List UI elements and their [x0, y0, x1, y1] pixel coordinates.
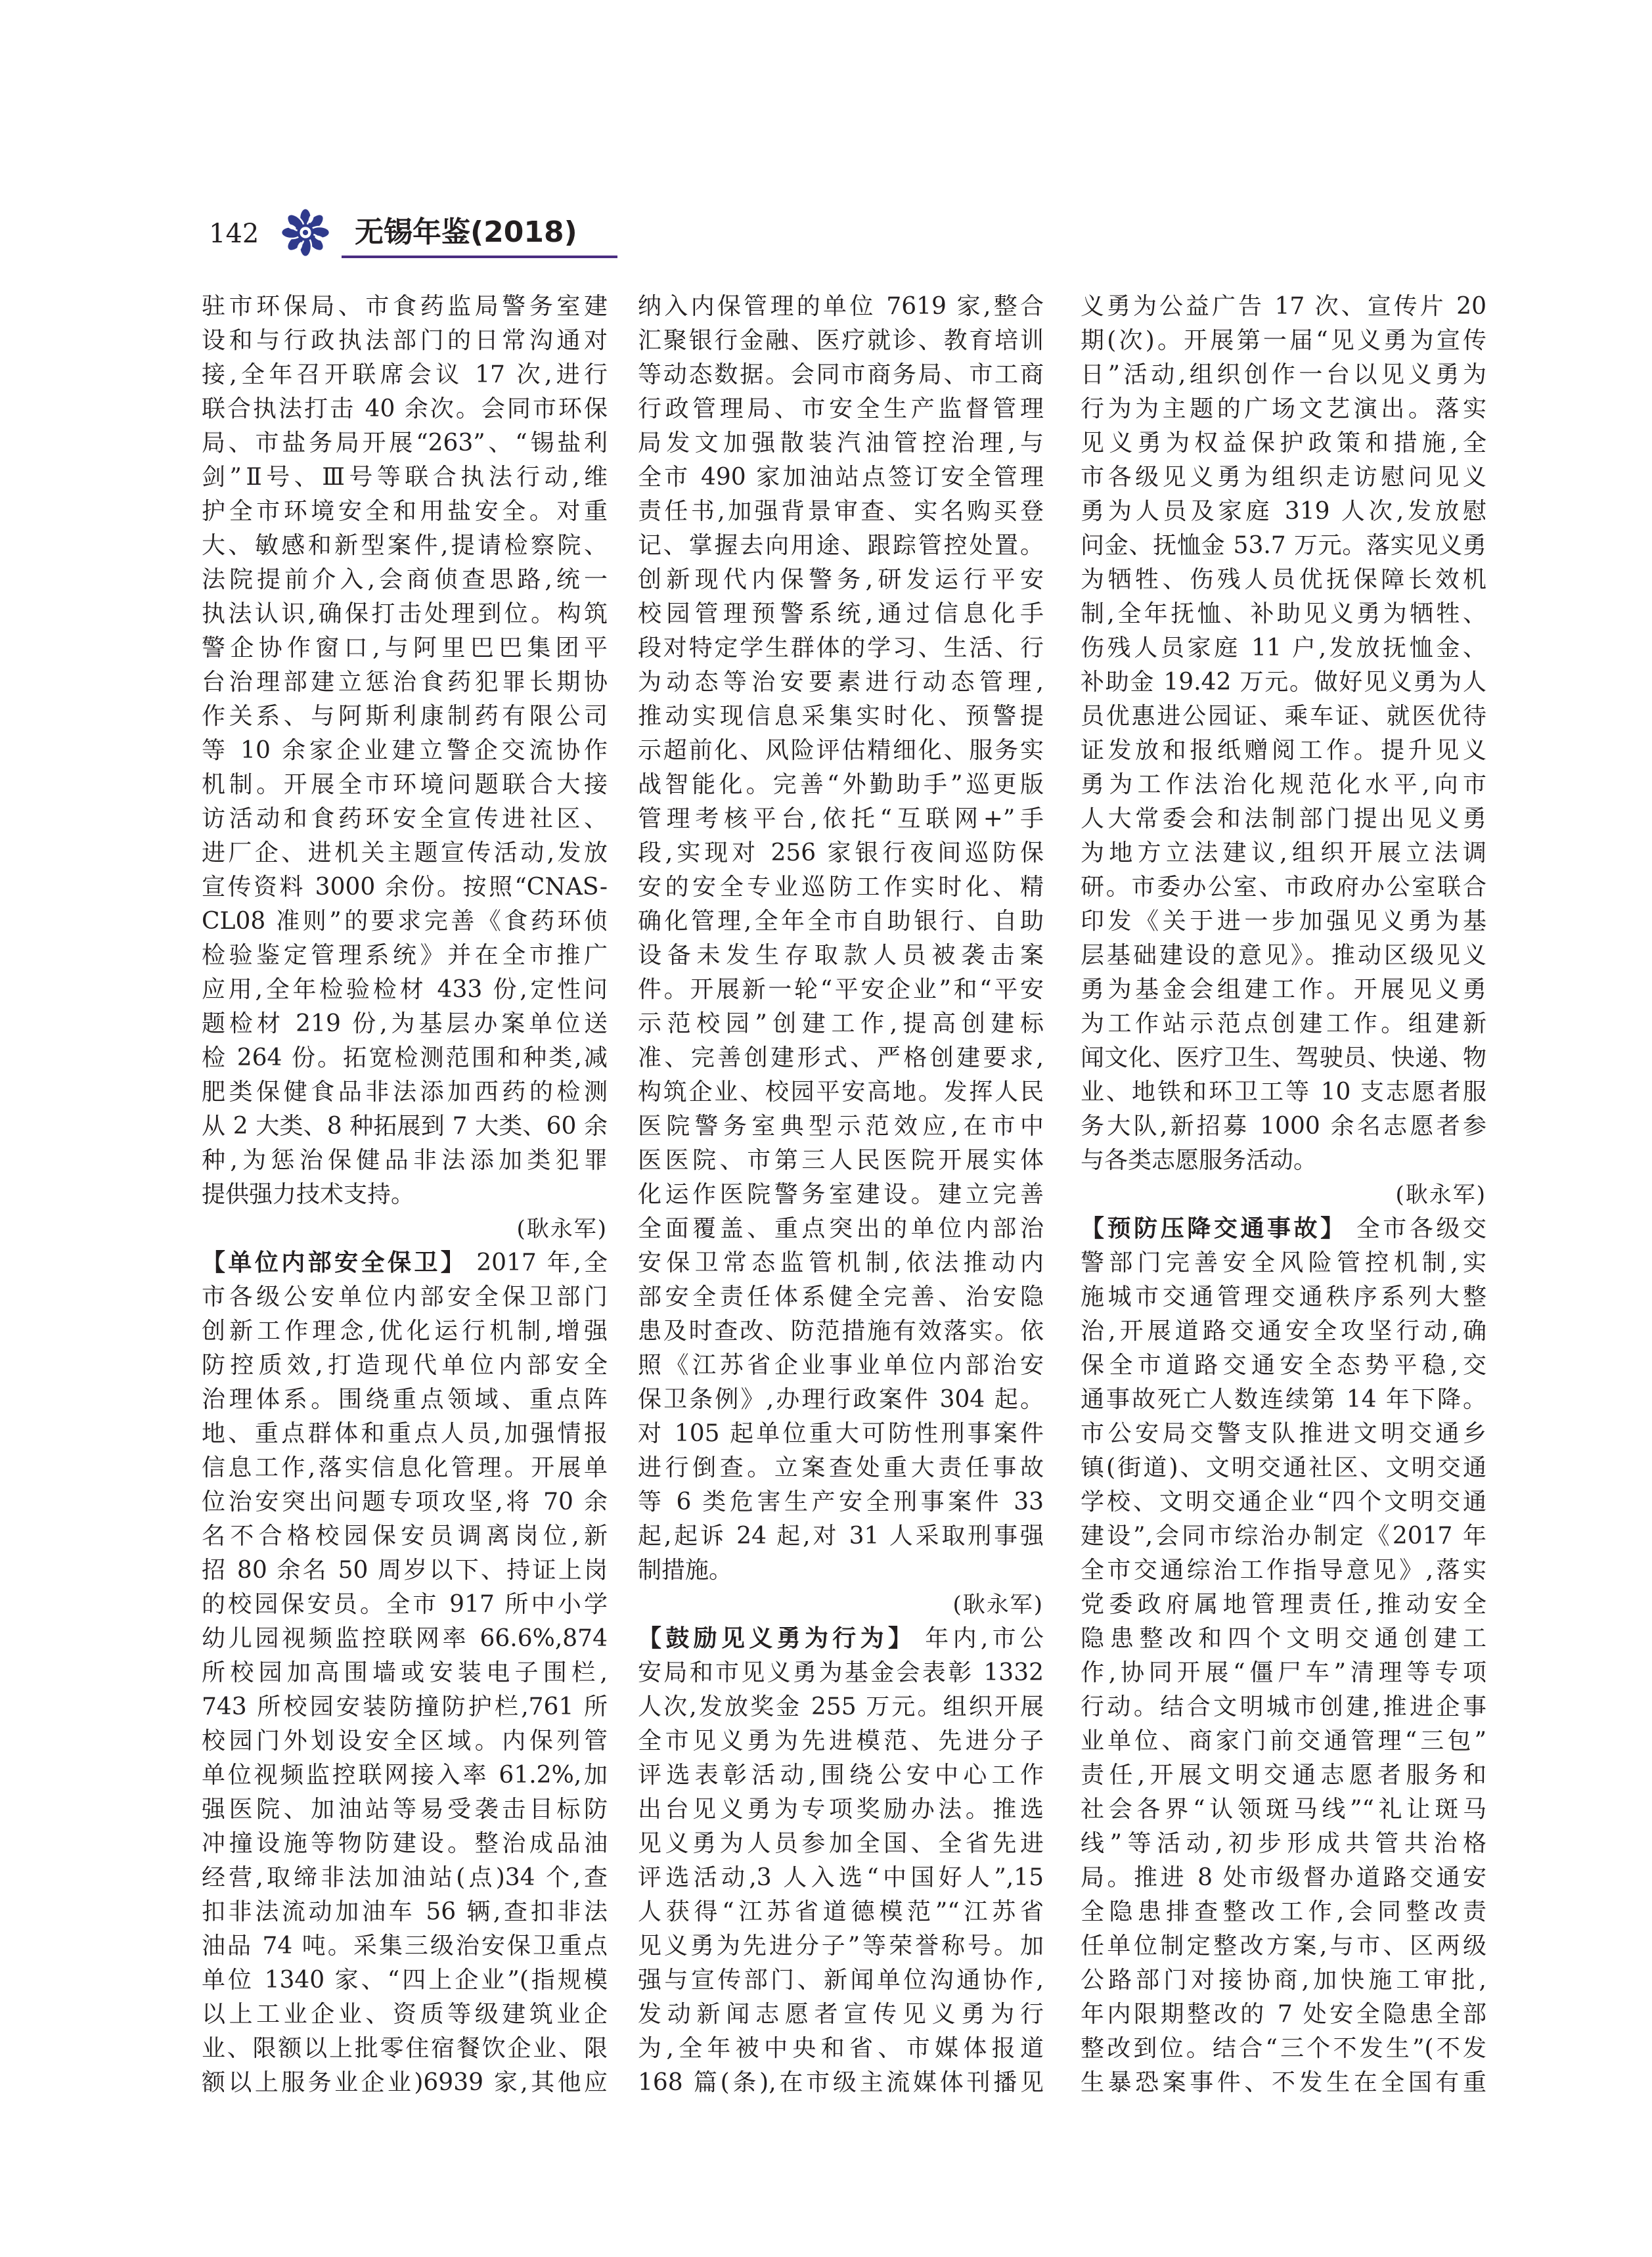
text-line: 勇为工作法治化规范化水平,向市 [1081, 771, 1486, 798]
text-line: 责任,开展文明交通志愿者服务和 [1081, 1762, 1486, 1789]
text-line: 防控质效,打造现代单位内部安全 [202, 1352, 608, 1379]
text-column-left [202, 290, 608, 2100]
text-line: 出台见义勇为专项奖励办法。推选 [638, 1796, 1044, 1823]
text-line: 评选表彰活动,围绕公安中心工作 [638, 1762, 1044, 1789]
section-text: 2017 年,全 [476, 1249, 608, 1276]
text-line: 问金、抚恤金 53.7 万元。落实见义勇 [1081, 532, 1486, 559]
text-line: 员优惠进公园证、乘车证、就医优待 [1081, 703, 1486, 730]
text-line: 法院提前介入,会商侦查思路,统一 [202, 566, 608, 593]
text-line: 为地方立法建议,组织开展立法调 [1081, 839, 1486, 866]
text-line: 业单位、商家门前交通管理“三包” [1081, 1728, 1486, 1754]
text-line: 见义勇为权益保护政策和措施,全 [1081, 430, 1486, 457]
text-line: 与各类志愿服务活动。 [1081, 1147, 1318, 1174]
text-line: 业、限额以上批零住宿餐饮企业、限 [202, 2035, 608, 2062]
text-line: 行政管理局、市安全生产监督管理 [638, 395, 1044, 422]
text-line: 示范校园”创建工作,提高创建标 [638, 1010, 1044, 1037]
text-line: 见义勇为人员参加全国、全省先进 [638, 1830, 1044, 1857]
text-line: 全面覆盖、重点突出的单位内部治 [638, 1215, 1044, 1242]
text-line: 线”等活动,初步形成共管共治格 [1081, 1830, 1486, 1857]
text-line: 信息工作,落实信息化管理。开展单 [202, 1454, 608, 1481]
text-line: 部安全责任体系健全完善、治安隐 [638, 1284, 1044, 1310]
text-line: 准、完善创建形式、严格创建要求, [638, 1044, 1044, 1071]
text-line: 警企协作窗口,与阿里巴巴集团平 [202, 635, 608, 661]
text-line: 勇为人员及家庭 319 人次,发放慰 [1081, 498, 1486, 525]
text-line: 单位 1340 家、“四上企业”(指规模 [202, 1967, 608, 1994]
text-line: 构筑企业、校园平安高地。发挥人民 [638, 1079, 1044, 1106]
text-line: 全市交通综治工作指导意见》,落实 [1081, 1557, 1486, 1584]
text-line: 台治理部建立惩治食药犯罪长期协 [202, 669, 608, 696]
text-line: 局发文加强散装汽油管控治理,与 [638, 430, 1044, 457]
text-line: 责任书,加强背景审查、实名购买登 [638, 498, 1044, 525]
text-line: 经营,取缔非法加油站(点)34 个,查 [202, 1864, 608, 1891]
text-line: 治理体系。围绕重点领域、重点阵 [202, 1386, 608, 1413]
text-line: 务大队,新招募 1000 余名志愿者参 [1081, 1113, 1486, 1140]
text-line: 学校、文明交通企业“四个文明交通 [1081, 1488, 1486, 1515]
author-signature: (耿永军) [516, 1216, 608, 1242]
text-line: 局、市盐务局开展“263”、“锡盐利 [202, 430, 608, 457]
text-line: 单位视频监控联网接入率 61.2%,加 [202, 1762, 608, 1789]
text-column-middle [638, 290, 1044, 2100]
text-line: 从 2 大类、8 种拓展到 7 大类、60 余 [202, 1113, 608, 1140]
text-line: 额以上服务业企业)6939 家,其他应 [202, 2069, 608, 2096]
page-number: 142 [209, 219, 259, 249]
section-heading: 【单位内部安全保卫】 [202, 1249, 468, 1276]
text-line: 联合执法打击 40 余次。会同市环保 [202, 395, 608, 422]
text-line: 件。开展新一轮“平安企业”和“平安 [638, 976, 1044, 1003]
yearbook-title: 无锡年鉴(2018) [355, 215, 577, 249]
text-column-right [1081, 290, 1486, 2100]
section-heading-line [1081, 1212, 1486, 1246]
text-line: 补助金 19.42 万元。做好见义勇为人 [1081, 669, 1486, 696]
text-line: 化运作医院警务室建设。建立完善 [638, 1181, 1044, 1208]
text-line: 创新现代内保警务,研发运行平安 [638, 566, 1044, 593]
text-line: 医医院、市第三人民医院开展实体 [638, 1147, 1044, 1174]
header-rule [342, 256, 617, 258]
text-line: 机制。开展全市环境问题联合大接 [202, 771, 608, 798]
text-line: 为工作站示范点创建工作。组建新 [1081, 1010, 1486, 1037]
text-line: 勇为基金会组建工作。开展见义勇 [1081, 976, 1486, 1003]
text-line: 地、重点群体和重点人员,加强情报 [202, 1420, 608, 1447]
yearbook-logo-icon [279, 206, 332, 259]
text-line: 发动新闻志愿者宣传见义勇为行 [638, 2001, 1044, 2028]
text-line: 伤残人员家庭 11 户,发放抚恤金、 [1081, 635, 1486, 661]
author-line [638, 1588, 1044, 1622]
text-line: 日”活动,组织创作一台以见义勇为 [1081, 361, 1486, 388]
text-line: 闻文化、医疗卫生、驾驶员、快递、物 [1081, 1044, 1486, 1071]
text-line: 市各级见义勇为组织走访慰问见义 [1081, 464, 1486, 491]
text-line: 作关系、与阿斯利康制药有限公司 [202, 703, 608, 730]
text-line: 设备未发生存取款人员被袭击案 [638, 942, 1044, 969]
text-line: 进厂企、进机关主题宣传活动,发放 [202, 839, 608, 866]
text-line: 段,实现对 256 家银行夜间巡防保 [638, 839, 1044, 866]
text-line: 汇聚银行金融、医疗就诊、教育培训 [638, 327, 1044, 354]
text-line: 为,全年被中央和省、市媒体报道 [638, 2035, 1044, 2062]
text-line: 警部门完善安全风险管控机制,实 [1081, 1249, 1486, 1276]
text-line: 市公安局交警支队推进文明交通乡 [1081, 1420, 1486, 1447]
text-line: 安局和市见义勇为基金会表彰 1332 [638, 1659, 1044, 1686]
text-line: 以上工业企业、资质等级建筑业企 [202, 2001, 608, 2028]
text-line: 幼儿园视频监控联网率 66.6%,874 [202, 1625, 608, 1652]
text-line: 战智能化。完善“外勤助手”巡更版 [638, 771, 1044, 798]
text-line: 示超前化、风险评估精细化、服务实 [638, 737, 1044, 764]
text-line: 强与宣传部门、新闻单位沟通协作, [638, 1967, 1044, 1994]
text-line: 168 篇(条),在市级主流媒体刊播见 [638, 2069, 1044, 2096]
text-line: 创新工作理念,优化运行机制,增强 [202, 1318, 608, 1345]
text-line: 为动态等治安要素进行动态管理, [638, 669, 1044, 696]
text-line: 应用,全年检验检材 433 份,定性问 [202, 976, 608, 1003]
text-line: 市各级公安单位内部安全保卫部门 [202, 1284, 608, 1310]
text-line: 评选活动,3 人入选“中国好人”,15 [638, 1864, 1044, 1891]
text-line: 记、掌握去向用途、跟踪管控处置。 [638, 532, 1044, 559]
text-line: 扣非法流动加油车 56 辆,查扣非法 [202, 1898, 608, 1925]
text-line: 743 所校园安装防撞防护栏,761 所 [202, 1693, 608, 1720]
text-line: 局。推进 8 处市级督办道路交通安 [1081, 1864, 1486, 1891]
text-line: 对 105 起单位重大可防性刑事案件 [638, 1420, 1044, 1447]
text-line: 宣传资料 3000 余份。按照“CNAS- [202, 874, 608, 901]
text-line: 执法认识,确保打击处理到位。构筑 [202, 600, 608, 627]
text-line: 年内限期整改的 7 处安全隐患全部 [1081, 2001, 1486, 2028]
text-line: 全市见义勇为先进模范、先进分子 [638, 1728, 1044, 1754]
text-line: 照《江苏省企业事业单位内部治安 [638, 1352, 1044, 1379]
text-line: 党委政府属地管理责任,推动安全 [1081, 1591, 1486, 1618]
text-line: 保卫条例》,办理行政案件 304 起。 [638, 1386, 1044, 1413]
text-line: 校园管理预警系统,通过信息化手 [638, 600, 1044, 627]
text-line: 强医院、加油站等易受袭击目标防 [202, 1796, 608, 1823]
text-line: 安保卫常态监管机制,依法推动内 [638, 1249, 1044, 1276]
text-line: 提供强力技术支持。 [202, 1181, 415, 1208]
text-line: 招 80 余名 50 周岁以下、持证上岗 [202, 1557, 608, 1584]
text-line: 研。市委办公室、市政府办公室联合 [1081, 874, 1486, 901]
text-line: 冲撞设施等物防建设。整治成品油 [202, 1830, 608, 1857]
text-line: 进行倒查。立案查处重大责任事故 [638, 1454, 1044, 1481]
author-line [202, 1212, 608, 1246]
text-line: 肥类保健食品非法添加西药的检测 [202, 1079, 608, 1106]
text-line: 人大常委会和法制部门提出见义勇 [1081, 805, 1486, 832]
section-text: 年内,市公 [925, 1625, 1044, 1652]
section-heading: 【预防压降交通事故】 [1081, 1215, 1347, 1242]
text-line: 印发《关于进一步加强见义勇为基 [1081, 908, 1486, 935]
text-line: 位治安突出问题专项攻坚,将 70 余 [202, 1488, 608, 1515]
text-line: 施城市交通管理交通秩序系列大整 [1081, 1284, 1486, 1310]
text-line: 确化管理,全年全市自助银行、自助 [638, 908, 1044, 935]
author-line [1081, 1178, 1486, 1212]
text-line: 制,全年抚恤、补助见义勇为牺牲、 [1081, 600, 1486, 627]
section-heading: 【鼓励见义勇为行为】 [638, 1625, 916, 1652]
text-line: 所校园加高围墙或安装电子围栏, [202, 1659, 608, 1686]
text-line: 剑”Ⅱ号、Ⅲ号等联合执法行动,维 [202, 464, 608, 491]
text-line: 为牺牲、伤残人员优抚保障长效机 [1081, 566, 1486, 593]
text-line: 等动态数据。会同市商务局、市工商 [638, 361, 1044, 388]
text-line: 驻市环保局、市食药监局警务室建 [202, 293, 608, 320]
text-line: 管理考核平台,依托“互联网+”手 [638, 805, 1044, 832]
text-line: 患及时查改、防范措施有效落实。依 [638, 1318, 1044, 1345]
text-line: 行为为主题的广场文艺演出。落实 [1081, 395, 1486, 422]
text-line: 通事故死亡人数连续第 14 年下降。 [1081, 1386, 1486, 1413]
text-line: 保全市道路交通安全态势平稳,交 [1081, 1352, 1486, 1379]
text-line: 设和与行政执法部门的日常沟通对 [202, 327, 608, 354]
text-line: 的校园保安员。全市 917 所中小学 [202, 1591, 608, 1618]
text-line: 大、敏感和新型案件,提请检察院、 [202, 532, 608, 559]
text-line: 段对特定学生群体的学习、生活、行 [638, 635, 1044, 661]
author-signature: (耿永军) [952, 1592, 1044, 1618]
text-line: 证发放和报纸赠阅工作。提升见义 [1081, 737, 1486, 764]
text-line: 社会各界“认领斑马线”“礼让斑马 [1081, 1796, 1486, 1823]
text-line: 建设”,会同市综治办制定《2017 年 [1081, 1523, 1486, 1550]
text-line: 全市 490 家加油站点签订安全管理 [638, 464, 1044, 491]
text-line: 见义勇为先进分子”等荣誉称号。加 [638, 1933, 1044, 1959]
text-line: 推动实现信息采集实时化、预警提 [638, 703, 1044, 730]
text-line: 公路部门对接协商,加快施工审批, [1081, 1967, 1486, 1994]
text-line: 安的安全专业巡防工作实时化、精 [638, 874, 1044, 901]
text-line: 种,为惩治保健品非法添加类犯罪 [202, 1147, 608, 1174]
text-line: 起,起诉 24 起,对 31 人采取刑事强 [638, 1523, 1044, 1550]
text-line: 层基础建设的意见》。推动区级见义 [1081, 942, 1486, 969]
text-line: 整改到位。结合“三个不发生”(不发 [1081, 2035, 1486, 2062]
section-text: 全市各级交 [1356, 1215, 1486, 1242]
section-heading-line [202, 1246, 608, 1280]
text-line: 人次,发放奖金 255 万元。组织开展 [638, 1693, 1044, 1720]
text-line: 等 6 类危害生产安全刑事案件 33 [638, 1488, 1044, 1515]
text-line: 任单位制定整改方案,与市、区两级 [1081, 1933, 1486, 1959]
section-heading-line [638, 1622, 1044, 1656]
text-line: 护全市环境安全和用盐安全。对重 [202, 498, 608, 525]
text-line: CL08 准则”的要求完善《食药环侦 [202, 908, 608, 935]
text-line: 题检材 219 份,为基层办案单位送 [202, 1010, 608, 1037]
text-line: 生暴恐案事件、不发生在全国有重 [1081, 2069, 1486, 2096]
text-line: 医院警务室典型示范效应,在市中 [638, 1113, 1044, 1140]
text-line: 检 264 份。拓宽检测范围和种类,减 [202, 1044, 608, 1071]
text-line: 隐患整改和四个文明交通创建工 [1081, 1625, 1486, 1652]
text-line: 制措施。 [638, 1557, 733, 1584]
author-signature: (耿永军) [1395, 1182, 1486, 1208]
text-line: 作,协同开展“僵尸车”清理等专项 [1081, 1659, 1486, 1686]
text-line: 接,全年召开联席会议 17 次,进行 [202, 361, 608, 388]
text-line: 纳入内保管理的单位 7619 家,整合 [638, 293, 1044, 320]
text-line: 等 10 余家企业建立警企交流协作 [202, 737, 608, 764]
text-line: 检验鉴定管理系统》并在全市推广 [202, 942, 608, 969]
text-line: 业、地铁和环卫工等 10 支志愿者服 [1081, 1079, 1486, 1106]
text-line: 治,开展道路交通安全攻坚行动,确 [1081, 1318, 1486, 1345]
text-line: 人获得“江苏省道德模范”“江苏省 [638, 1898, 1044, 1925]
text-line: 校园门外划设安全区域。内保列管 [202, 1728, 608, 1754]
text-line: 行动。结合文明城市创建,推进企事 [1081, 1693, 1486, 1720]
text-line: 义勇为公益广告 17 次、宣传片 20 [1081, 293, 1486, 320]
text-line: 全隐患排查整改工作,会同整改责 [1081, 1898, 1486, 1925]
text-line: 期(次)。开展第一届“见义勇为宣传 [1081, 327, 1486, 354]
text-line: 镇(街道)、文明交通社区、文明交通 [1081, 1454, 1486, 1481]
text-line: 访活动和食药环安全宣传进社区、 [202, 805, 608, 832]
text-line: 油品 74 吨。采集三级治安保卫重点 [202, 1933, 608, 1959]
text-line: 名不合格校园保安员调离岗位,新 [202, 1523, 608, 1550]
